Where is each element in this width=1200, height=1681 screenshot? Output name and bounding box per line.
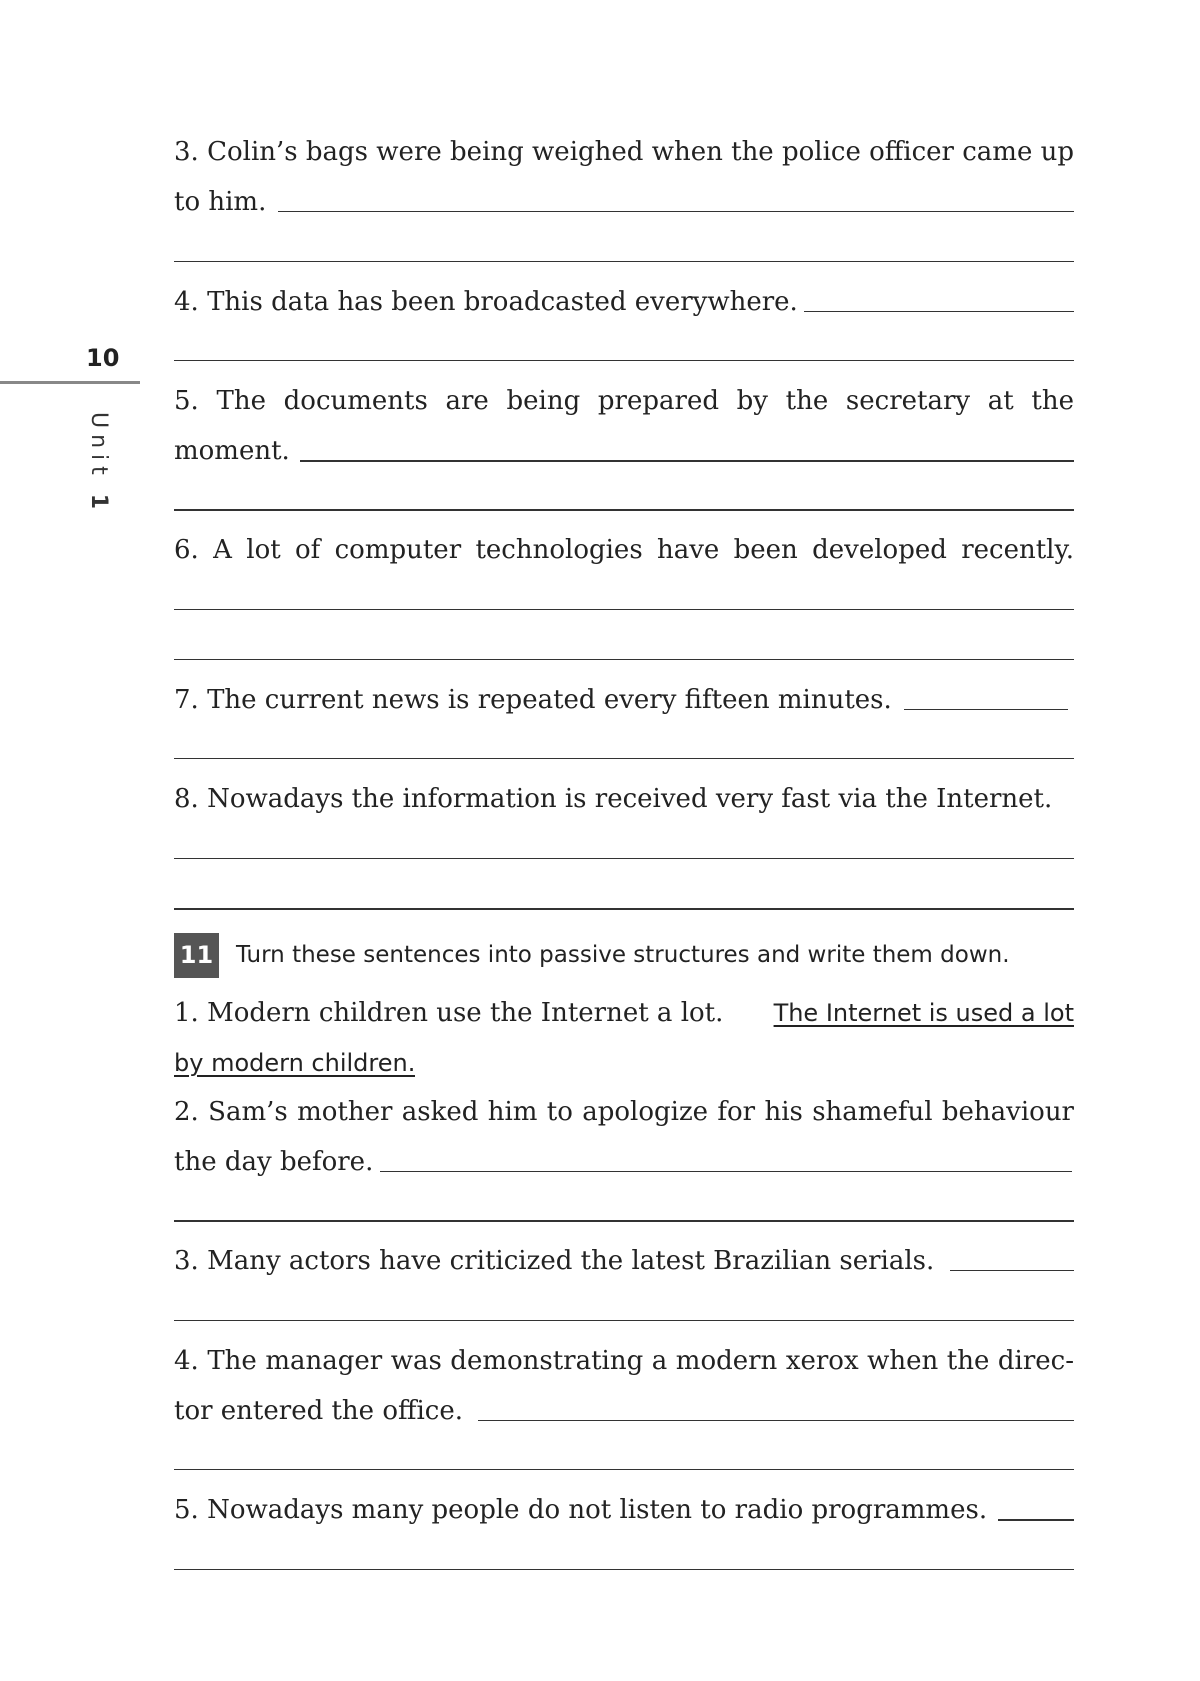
item-text: 4. This data has been broadcasted everywhere. [174, 287, 798, 317]
item-text: to him. [174, 187, 267, 217]
item-text: 3. Colin’s bags were being weighed when the police officer came up [174, 137, 1074, 167]
item-text: 7. The current news is repeated every fifteen minutes. [174, 685, 892, 715]
item-text: 5. The documents are being prepared by the secretary at the [174, 386, 1074, 416]
item-line [174, 1041, 415, 1085]
answer-line[interactable] [380, 1171, 1072, 1172]
item-text: 3. Many actors have criticized the latest Brazilian serials. [174, 1246, 935, 1276]
answer-line[interactable] [174, 509, 1074, 511]
unit-label [86, 412, 111, 515]
page-number: 10 [86, 344, 120, 372]
answer-line[interactable] [904, 709, 1068, 710]
answer-line[interactable] [478, 1420, 1074, 1421]
answer-line[interactable] [174, 1320, 1074, 1321]
answer-line[interactable] [804, 311, 1074, 312]
answer-line[interactable] [174, 908, 1074, 910]
exercise-number-badge: 11 [174, 933, 219, 978]
answer-line[interactable] [174, 360, 1074, 361]
item-text: 2. Sam’s mother asked him to apologize for his shameful behaviour [174, 1097, 1074, 1127]
margin-divider [0, 381, 140, 384]
unit-word: Unit [86, 412, 111, 481]
answer-line[interactable] [174, 659, 1074, 660]
answer-line[interactable] [174, 1569, 1074, 1570]
item-text: moment. [174, 436, 290, 466]
item-text: 8. Nowadays the information is received very fast via the Internet. [174, 784, 1053, 814]
item-text: 5. Nowadays many people do not listen to radio programmes. [174, 1495, 988, 1525]
item-line [174, 991, 1074, 1035]
exercise-instruction: Turn these sentences into passive structures and write them down. [236, 942, 1010, 968]
unit-number: 1 [86, 493, 111, 516]
answer-line[interactable] [174, 858, 1074, 859]
answer-line[interactable] [950, 1270, 1074, 1271]
item-text: the day before. [174, 1147, 374, 1177]
item-text: tor entered the office. [174, 1396, 463, 1426]
answer-line[interactable] [174, 1469, 1074, 1470]
answer-line[interactable] [300, 460, 1074, 462]
answer-line[interactable] [174, 261, 1074, 262]
answer-line[interactable] [174, 609, 1074, 610]
handwritten-answer: by modern children. [174, 1049, 416, 1077]
item-text: 6. A lot of computer technologies have been developed recently. [174, 535, 1074, 565]
answer-line[interactable] [174, 1220, 1074, 1222]
handwritten-answer: The Internet is used a lot [773, 999, 1074, 1027]
answer-line[interactable] [998, 1519, 1074, 1521]
item-text: 1. Modern children use the Internet a lot. [174, 998, 724, 1028]
answer-line[interactable] [278, 211, 1074, 212]
item-text: 4. The manager was demonstrating a modern xerox when the direc- [174, 1346, 1074, 1376]
answer-line[interactable] [174, 758, 1074, 759]
